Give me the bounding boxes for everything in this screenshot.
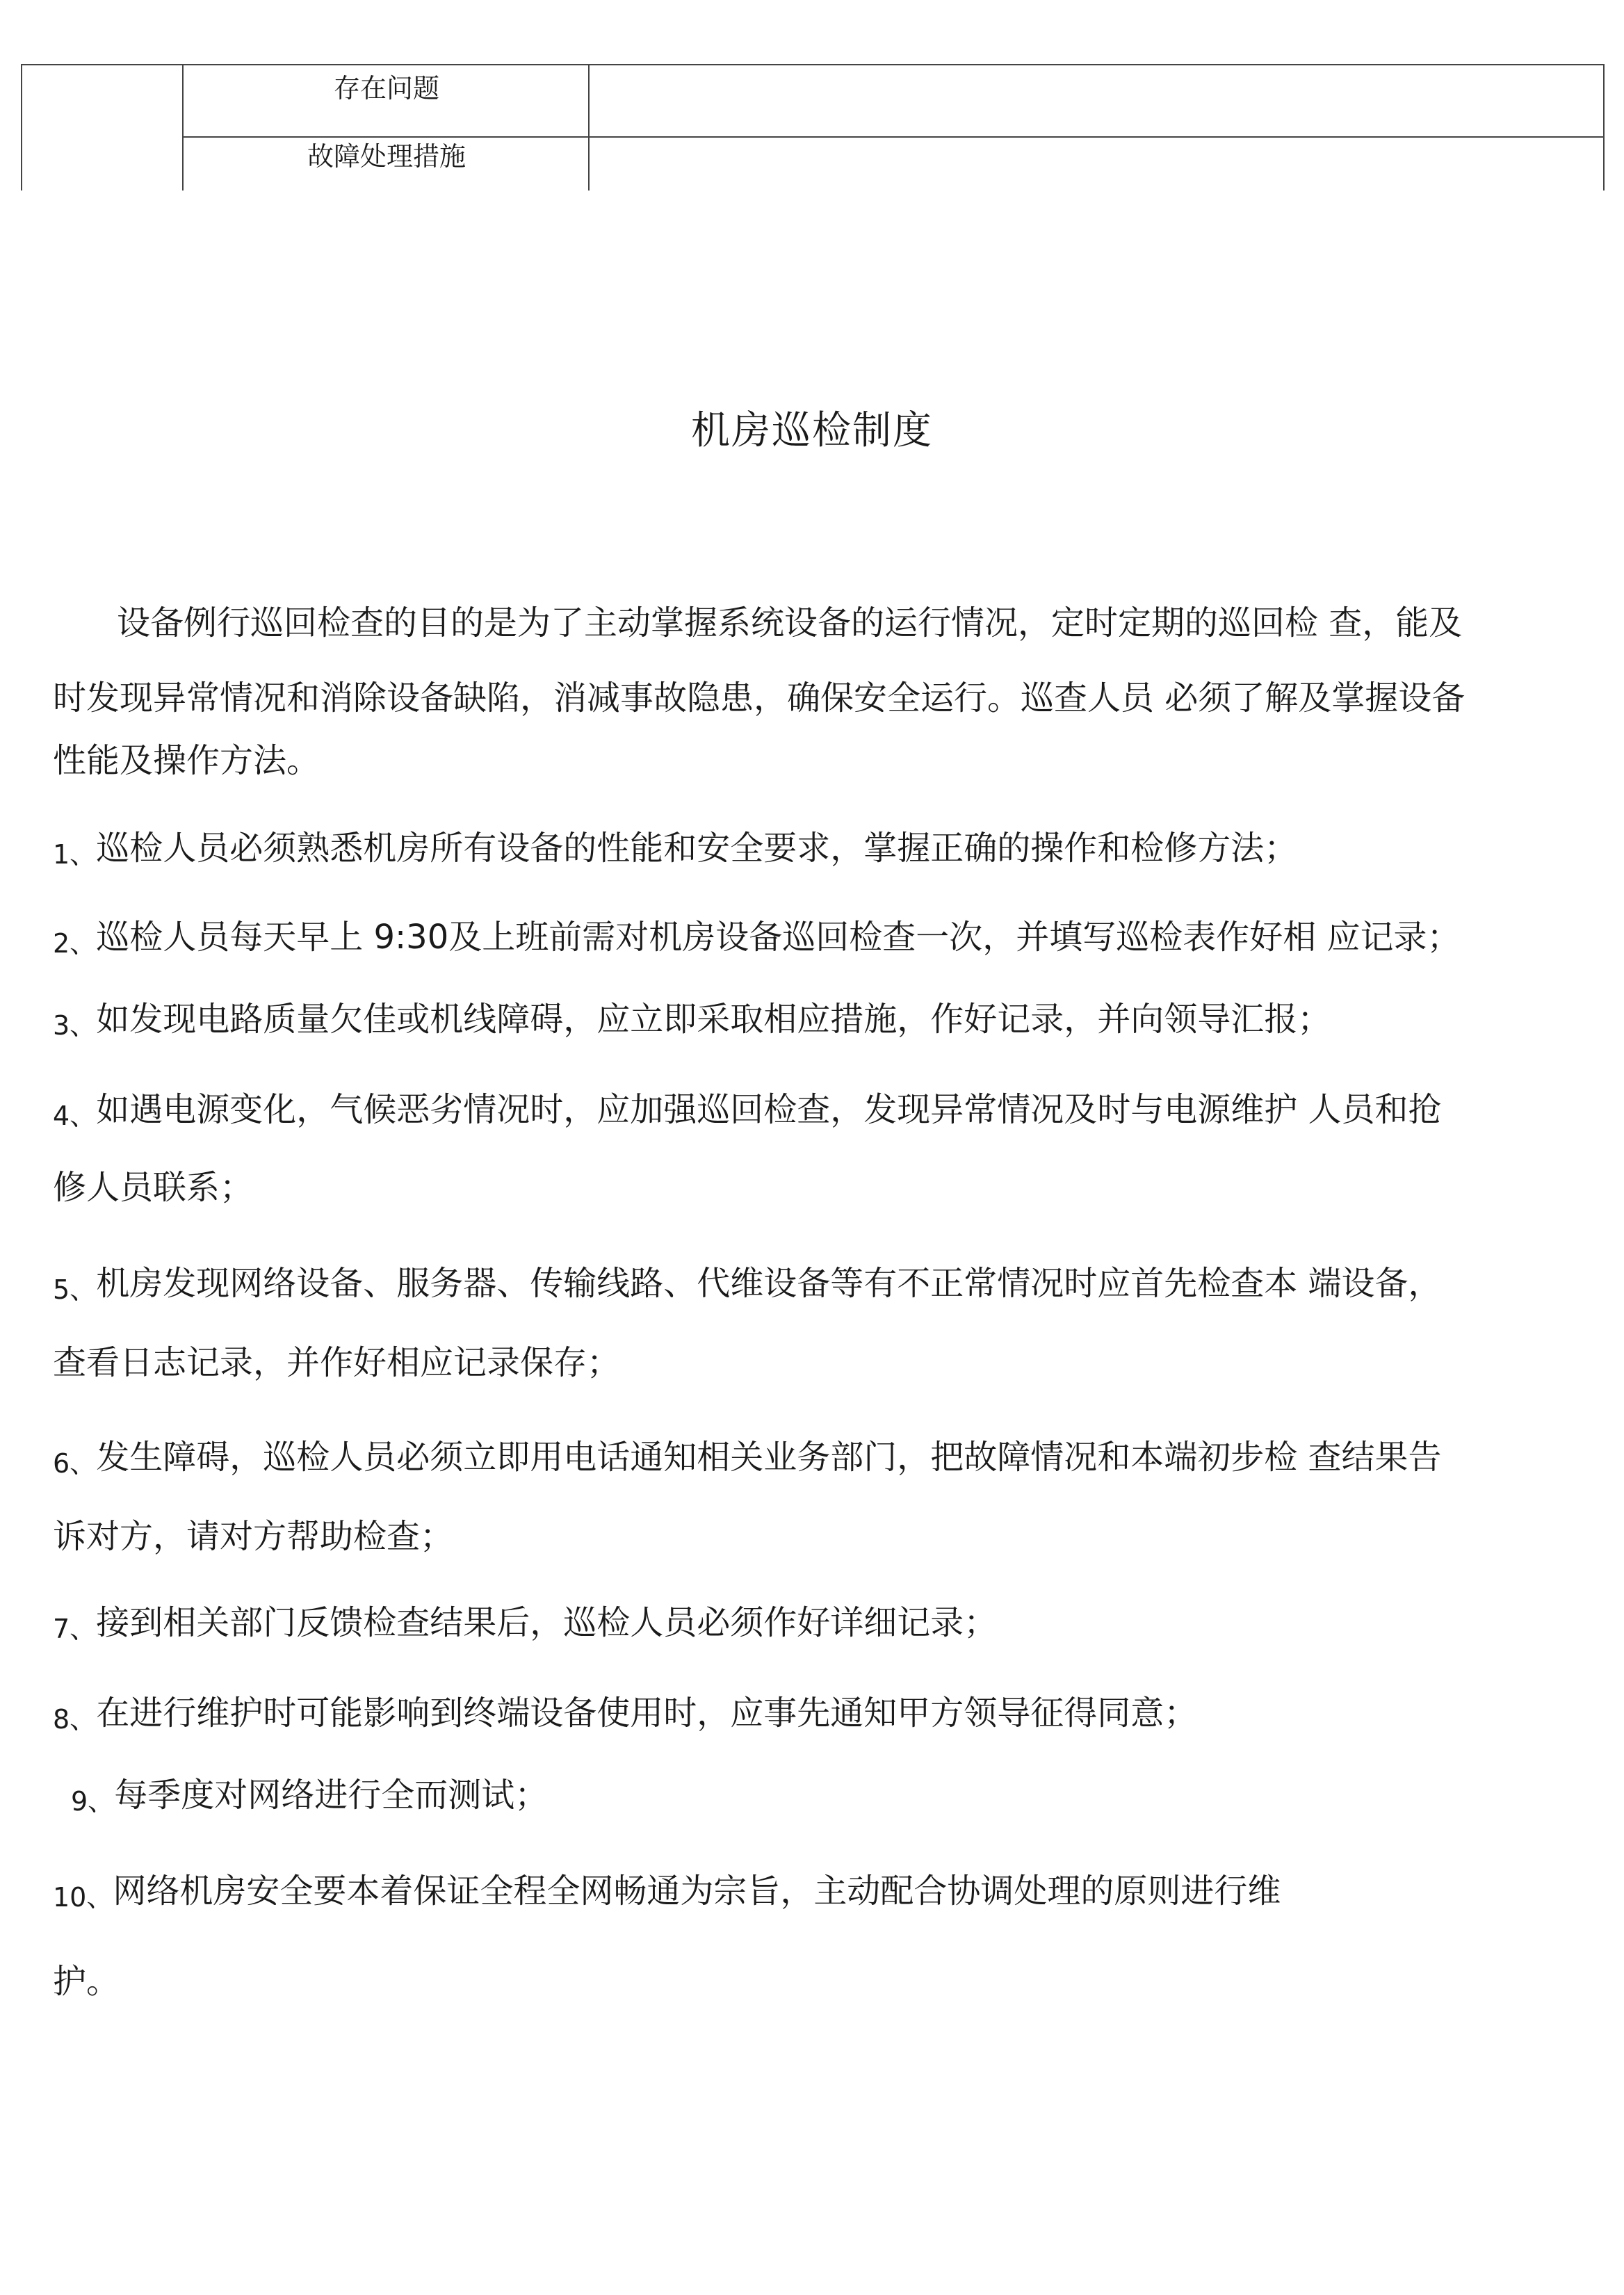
rule-item-3 [53,1000,1331,1041]
table-row-divider [184,136,1605,138]
page-title: 机房巡检制度 [691,408,933,453]
table-right-border [1603,64,1605,190]
item-text: 机房发现网络设备、服务器、传输线路、代维设备等有不正常情况时应首先检查本 端设备， [96,1264,1442,1303]
intro-line: 时发现异常情况和消除设备缺陷，消减事故隐患，确保安全运行。巡查人员 必须了解及掌握设备 [53,679,1465,717]
intro-line: 设备例行巡回检查的目的是为了主动掌握系统设备的运行情况，定时定期的巡回检 查，能及 [117,603,1463,642]
rule-item-9 [71,1778,548,1815]
rule-item-8 [53,1696,1197,1733]
table-label-existing-problems: 存在问题 [333,73,439,104]
item-number: 9、 [71,1786,115,1817]
rule-item-4-continuation: 修人员联系； [53,1168,254,1207]
item-text: 网络机房安全要本着保证全程全网畅通为宗旨，主动配合协调处理的原则进行维 [113,1872,1281,1911]
table-top-border [21,64,1605,65]
item-text: 巡检人员每天早上 9:30及上班前需对机房设备巡回检查一次，并填写巡检表作好相 应记录； [96,918,1461,957]
item-number: 2、 [53,928,97,959]
item-number: 3、 [53,1010,97,1041]
item-text: 接到相关部门反馈检查结果后，巡检人员必须作好详细记录； [96,1603,998,1642]
rule-item-6-continuation: 诉对方，请对方帮助检查； [53,1517,454,1556]
rule-item-4 [53,1090,1442,1131]
item-number: 10、 [53,1882,113,1913]
intro-line: 性能及操作方法。 [53,741,320,780]
item-text: 巡检人员必须熟悉机房所有设备的性能和安全要求，掌握正确的操作和检修方法； [96,829,1298,868]
item-number: 8、 [53,1704,97,1735]
table-label-fault-measures: 故障处理措施 [307,141,466,172]
table-left-border [21,64,22,190]
rule-item-2 [53,918,1461,959]
item-number: 6、 [53,1448,97,1479]
rule-item-5-continuation: 查看日志记录，并作好相应记录保存； [53,1343,621,1382]
item-text: 发生障碍，巡检人员必须立即用电话通知相关业务部门，把故障情况和本端初步检 查结果告 [96,1438,1442,1477]
rule-item-10 [53,1874,1281,1911]
item-number: 5、 [53,1274,97,1305]
item-text: 在进行维护时可能影响到终端设备使用时，应事先通知甲方领导征得同意； [96,1694,1198,1733]
rule-item-1 [53,829,1298,870]
item-number: 4、 [53,1101,97,1131]
rule-item-6 [53,1438,1442,1479]
item-number: 1、 [53,839,97,870]
item-number: 7、 [53,1614,97,1644]
item-text: 如发现电路质量欠佳或机线障碍，应立即采取相应措施，作好记录，并向领导汇报； [96,1000,1331,1039]
rule-item-10-continuation: 护。 [53,1962,120,2001]
item-text: 每季度对网络进行全而测试； [114,1776,549,1815]
rule-item-5 [53,1264,1442,1305]
rule-item-7 [53,1603,998,1644]
item-text: 如遇电源变化，气候恶劣情况时，应加强巡回检查，发现异常情况及时与电源维护 人员和抢 [96,1090,1442,1129]
